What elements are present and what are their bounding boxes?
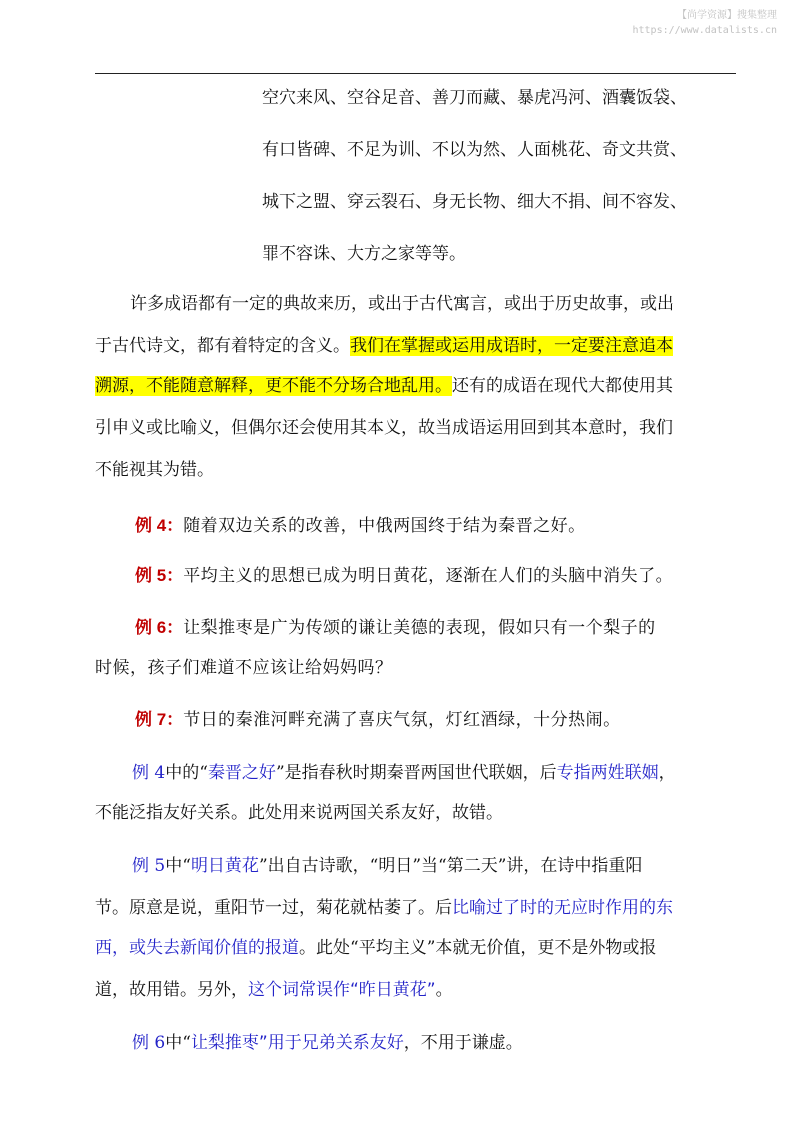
explanation-text: 节。原意是说，重阳节一过，菊花就枯萎了。后 — [95, 898, 452, 918]
idiom-list-line-2: 有口皆碑、不足为训、不以为然、人面桃花、奇文共赏、 — [262, 140, 687, 160]
paragraph-line: 许多成语都有一定的典故来历，或出于古代寓言，或出于历史故事，或出 — [130, 294, 674, 314]
explanation-text: 中“ — [165, 856, 191, 876]
explanation-6 — [132, 1033, 523, 1053]
paragraph-line — [95, 376, 673, 396]
emphasis-text: 比喻过了时的无应时作用的东 — [452, 898, 673, 918]
watermark — [633, 8, 778, 38]
paragraph-line — [95, 336, 673, 356]
explanation-text: 。此处“平均主义”本就无价值，更不是外物或报 — [299, 938, 657, 958]
idiom-list-line-3: 城下之盟、穿云裂石、身无长物、细大不捐、间不容发、 — [262, 192, 687, 212]
idiom-term: 明日黄花 — [190, 856, 259, 876]
paragraph-line: 不能视其为错。 — [95, 460, 214, 480]
watermark-title: 【尚学资源】搜集整理 — [677, 10, 777, 21]
example-label: 例 6： — [135, 618, 184, 637]
example-text: 随着双边关系的改善，中俄两国终于结为秦晋之好。 — [183, 516, 586, 536]
explanation-5-line-2 — [95, 898, 673, 918]
idiom-list-line-4: 罪不容诛、大方之家等等。 — [262, 244, 466, 264]
idiom-list-line-1: 空穴来风、空谷足音、善刀而藏、暴虎冯河、酒囊饭袋、 — [262, 88, 687, 108]
watermark-url: https://www.datalists.cn — [632, 25, 777, 36]
highlighted-text: 溯源，不能随意解释，更不能不分场合地乱用。 — [95, 376, 452, 396]
emphasis-text: 西，或失去新闻价值的报道 — [95, 938, 299, 958]
example-text: 平均主义的思想已成为明日黄花，逐渐在人们的头脑中消失了。 — [183, 566, 674, 586]
example-label: 例 7： — [135, 710, 184, 729]
highlighted-text: 我们在掌握或运用成语时，一定要注意追本 — [350, 336, 673, 356]
explanation-text: 中的“ — [165, 763, 208, 783]
example-6 — [135, 618, 656, 638]
explanation-5 — [132, 856, 642, 876]
idiom-term: 秦晋之好 — [207, 763, 276, 783]
explanation-text: ”是指春秋时期秦晋两国世代联姻，后 — [275, 763, 557, 783]
example-label: 例 4： — [135, 516, 184, 535]
explanation-5-line-4 — [95, 980, 453, 1000]
explanation-text: ，不用于谦虚。 — [403, 1033, 523, 1053]
paragraph-line: 引申义或比喻义，但偶尔还会使用其本义，故当成语运用回到其本意时，我们 — [95, 418, 673, 438]
emphasis-text: 这个词常误作“昨日黄花” — [248, 980, 436, 1000]
explanation-text: 。 — [435, 980, 453, 1000]
paragraph-text: 还有的成语在现代大都使用其 — [452, 376, 673, 396]
header-rule — [95, 73, 736, 74]
emphasis-text: 专指两姓联姻 — [556, 763, 659, 783]
example-ref: 例 6 — [132, 1033, 166, 1053]
explanation-5-line-3 — [95, 938, 656, 958]
example-5 — [135, 566, 673, 586]
explanation-4-line-2: 不能泛指友好关系。此处用来说两国关系友好，故错。 — [95, 803, 503, 823]
explanation-text: ”出自古诗歌，“明日”当“第二天”讲，在诗中指重阳 — [258, 856, 643, 876]
explanation-text: ， — [658, 763, 676, 783]
explanation-4 — [132, 763, 676, 783]
emphasis-text: 让梨推枣”用于兄弟关系友好 — [190, 1033, 404, 1053]
example-4 — [135, 516, 586, 536]
paragraph-text: 于古代诗文，都有着特定的含义。 — [95, 336, 350, 356]
example-6-continued: 时候，孩子们难道不应该让给妈妈吗？ — [95, 658, 393, 678]
example-text: 节日的秦淮河畔充满了喜庆气氛，灯红酒绿，十分热闹。 — [183, 710, 621, 730]
explanation-text: 中“ — [165, 1033, 191, 1053]
explanation-text: 道，故用错。另外， — [95, 980, 248, 1000]
example-label: 例 5： — [135, 566, 184, 585]
example-ref: 例 5 — [132, 856, 166, 876]
example-ref: 例 4 — [132, 763, 166, 783]
example-7 — [135, 710, 621, 730]
example-text: 让梨推枣是广为传颂的谦让美德的表现，假如只有一个梨子的 — [183, 618, 656, 638]
